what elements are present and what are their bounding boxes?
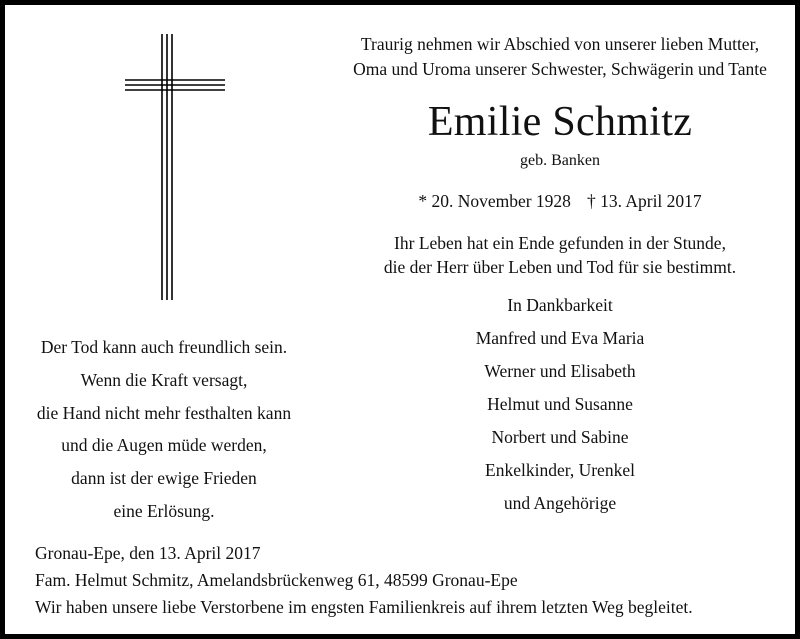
verse-line: Ihr Leben hat ein Ende gefunden in der Stunde,: [394, 233, 726, 253]
mourners-list: [323, 289, 797, 520]
intro-line: Oma und Uroma unserer Schwester, Schwägerin und Tante: [353, 59, 767, 79]
mourner-line: Norbert und Sabine: [491, 427, 629, 447]
verse: [323, 231, 797, 279]
life-dates: [323, 189, 797, 213]
poem: [15, 331, 313, 528]
mourner-line: Helmut und Susanne: [487, 394, 633, 414]
poem-line: dann ist der ewige Frieden: [71, 468, 257, 489]
verse-line: die der Herr über Leben und Tod für sie bestimmt.: [383, 257, 737, 277]
mourner-line: Werner und Elisabeth: [484, 361, 636, 381]
birth-date: * 20. November 1928: [418, 191, 571, 211]
place-date: Gronau-Epe, den 13. April 2017: [35, 543, 261, 563]
mourner-line: In Dankbarkeit: [507, 295, 613, 315]
intro-text: [323, 32, 797, 82]
poem-line: Wenn die Kraft versagt,: [80, 369, 248, 390]
cross-icon: [122, 34, 232, 304]
mourner-line: und Angehörige: [503, 493, 617, 513]
burial-note: Wir haben unsere liebe Verstorbene im engsten Familienkreis auf ihrem letzten Weg begleitet.: [35, 597, 693, 617]
mourner-line: Enkelkinder, Urenkel: [485, 460, 635, 480]
poem-line: eine Erlösung.: [113, 500, 215, 521]
deceased-name: Emilie Schmitz: [427, 99, 693, 145]
mourner-line: Manfred und Eva Maria: [475, 328, 645, 348]
death-date: † 13. April 2017: [586, 191, 702, 211]
poem-line: die Hand nicht mehr festhalten kann: [36, 402, 292, 423]
family-address: Fam. Helmut Schmitz, Amelandsbrückenweg 61, 48599 Gronau-Epe: [35, 570, 518, 590]
footer: [35, 540, 693, 621]
poem-line: und die Augen müde werden,: [61, 435, 267, 456]
birth-name: geb. Banken: [520, 152, 600, 169]
intro-line: Traurig nehmen wir Abschied von unserer lieben Mutter,: [360, 34, 760, 54]
poem-line: Der Tod kann auch freundlich sein.: [40, 337, 288, 357]
